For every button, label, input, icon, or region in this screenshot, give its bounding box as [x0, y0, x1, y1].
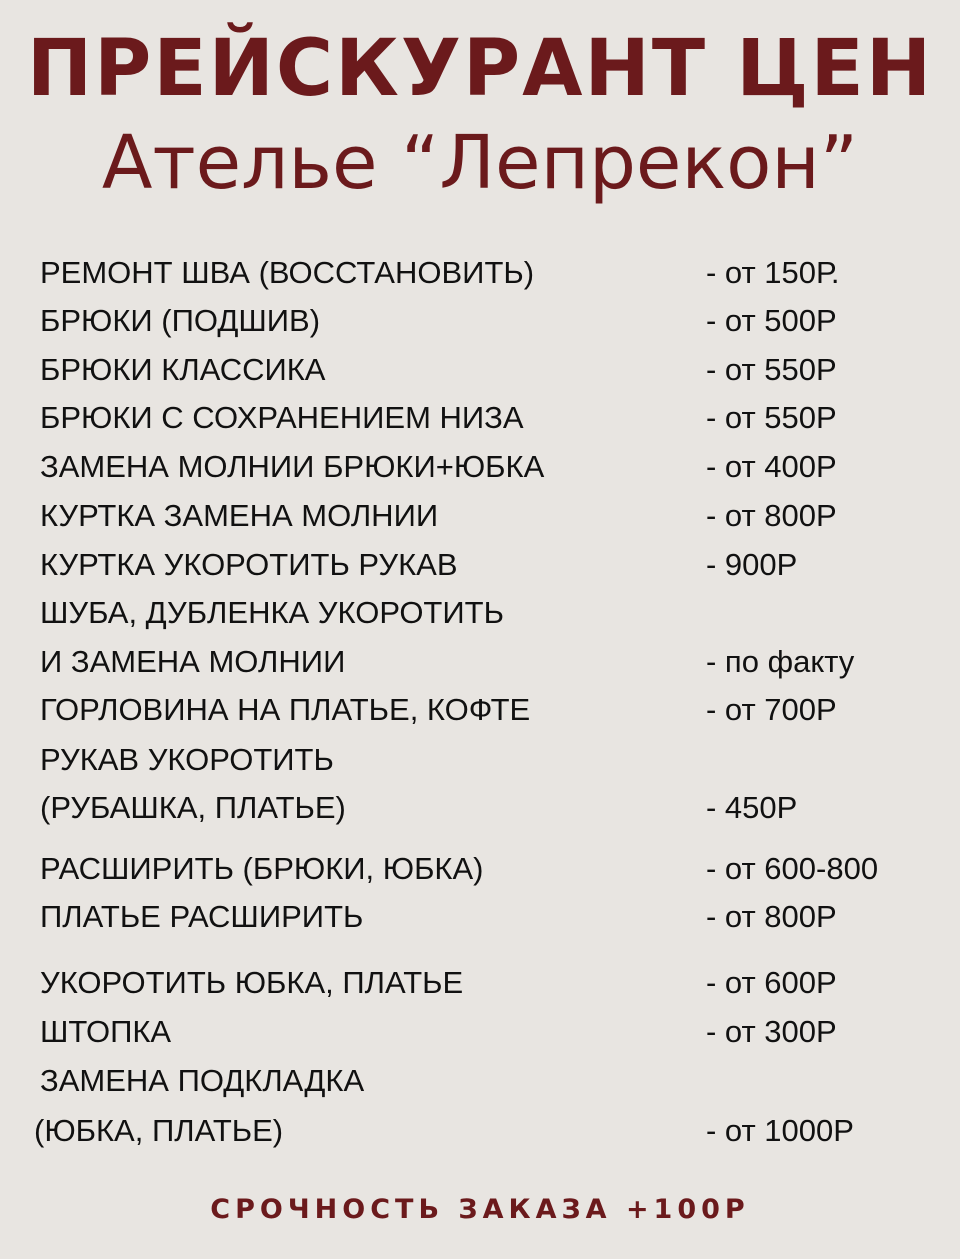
service-price: - от 300Р	[706, 1014, 837, 1049]
service-price: - от 550Р	[706, 352, 837, 387]
service-price: - от 800Р	[706, 498, 837, 533]
price-row	[0, 301, 960, 341]
service-name: ПЛАТЬЕ РАСШИРИТЬ	[40, 899, 364, 934]
service-name: ГОРЛОВИНА НА ПЛАТЬЕ, КОФТЕ	[40, 692, 531, 727]
service-name: РАСШИРИТЬ (БРЮКИ, ЮБКА)	[40, 851, 484, 886]
price-row	[0, 1111, 960, 1151]
service-price: - от 600Р	[706, 965, 837, 1000]
service-name: ШТОПКА	[40, 1014, 172, 1049]
service-name: БРЮКИ КЛАССИКА	[40, 352, 326, 387]
service-price: - от 1000Р	[706, 1113, 854, 1148]
price-row	[0, 593, 960, 633]
service-name: (ЮБКА, ПЛАТЬЕ)	[34, 1113, 284, 1148]
price-row	[0, 897, 960, 937]
price-row	[0, 740, 960, 780]
service-name: ШУБА, ДУБЛЕНКА УКОРОТИТЬ	[40, 595, 504, 630]
price-row	[0, 1012, 960, 1052]
service-price: - от 400Р	[706, 449, 837, 484]
price-row	[0, 849, 960, 889]
service-price: - от 600-800	[706, 851, 879, 886]
service-name: ЗАМЕНА ПОДКЛАДКА	[40, 1063, 365, 1098]
price-row	[0, 690, 960, 730]
service-price: - от 550Р	[706, 400, 837, 435]
service-name: КУРТКА УКОРОТИТЬ РУКАВ	[40, 547, 458, 582]
price-row	[0, 350, 960, 390]
price-row	[0, 642, 960, 682]
service-name: (РУБАШКА, ПЛАТЬЕ)	[40, 790, 346, 825]
price-row	[0, 253, 960, 293]
service-price: - 900Р	[706, 547, 798, 582]
price-row	[0, 788, 960, 828]
service-price: - от 150Р.	[706, 255, 840, 290]
price-row	[0, 447, 960, 487]
service-name: КУРТКА ЗАМЕНА МОЛНИИ	[40, 498, 439, 533]
service-price: - от 800Р	[706, 899, 837, 934]
service-name: И ЗАМЕНА МОЛНИИ	[40, 644, 346, 679]
price-row	[0, 963, 960, 1003]
service-name: РУКАВ УКОРОТИТЬ	[40, 742, 334, 777]
price-row	[0, 398, 960, 438]
service-name: БРЮКИ (ПОДШИВ)	[40, 303, 321, 338]
service-price: - от 500Р	[706, 303, 837, 338]
service-name: УКОРОТИТЬ ЮБКА, ПЛАТЬЕ	[40, 965, 464, 1000]
price-row	[0, 496, 960, 536]
service-name: РЕМОНТ ШВА (ВОССТАНОВИТЬ)	[40, 255, 535, 290]
atelier-name: Ателье “Лепрекон”	[101, 120, 859, 206]
price-row	[0, 545, 960, 585]
service-price: - 450Р	[706, 790, 798, 825]
service-price: - от 700Р	[706, 692, 837, 727]
urgency-note: СРОЧНОСТЬ ЗАКАЗА +100Р	[210, 1194, 750, 1225]
price-row	[0, 1061, 960, 1101]
page-title: ПРЕЙСКУРАНТ ЦЕН	[26, 24, 934, 114]
service-name: БРЮКИ С СОХРАНЕНИЕМ НИЗА	[40, 400, 524, 435]
service-price: - по факту	[706, 644, 855, 679]
service-name: ЗАМЕНА МОЛНИИ БРЮКИ+ЮБКА	[40, 449, 545, 484]
